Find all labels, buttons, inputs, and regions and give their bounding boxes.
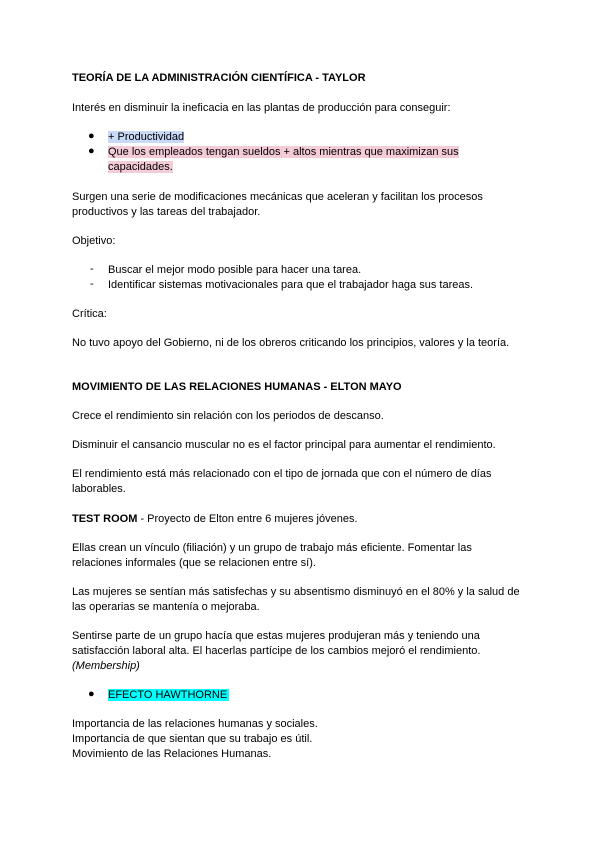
- bullet-dot-icon: ●: [88, 130, 95, 142]
- objective-label: Objetivo:: [72, 235, 116, 247]
- closing-line-1: Importancia de las relaciones humanas y sociales.: [72, 718, 318, 730]
- bullet-sueldos: Que los empleados tengan sueldos + altos mientras que maximizan sus: [108, 146, 459, 158]
- dash-marker: -: [90, 278, 94, 290]
- para-rendimiento: Crece el rendimiento sin relación con los periodos de descanso.: [72, 410, 384, 422]
- para-membership: (Membership): [72, 660, 140, 672]
- para-satisfechas-1: Las mujeres se sentían más satisfechas y su absentismo disminuyó en el 80% y la salud de: [72, 586, 520, 598]
- test-room-label: TEST ROOM: [72, 513, 138, 525]
- test-room-paragraph: [72, 512, 532, 527]
- para-jornada-2: laborables.: [72, 483, 126, 495]
- test-room-text: - Proyecto de Elton entre 6 mujeres jóvenes.: [137, 513, 358, 525]
- para-satisfechas-2: las operarias se mantenía o mejoraba.: [72, 601, 260, 613]
- para-cansancio: Disminuir el cansancio muscular no es el factor principal para aumentar el rendimiento.: [72, 439, 496, 451]
- critique-text: No tuvo apoyo del Gobierno, ni de los obreros criticando los principios, valores y la teoría.: [72, 337, 510, 349]
- closing-line-2: Importancia de que sientan que su trabajo es útil.: [72, 733, 313, 745]
- bullet-dot-icon: ●: [88, 145, 95, 157]
- para-sentirse-1: Sentirse parte de un grupo hacía que estas mujeres produjeran más y teniendo una: [72, 630, 480, 642]
- critique-label: Crítica:: [72, 308, 107, 320]
- bullet-dot-icon: ●: [88, 688, 95, 700]
- objective-item-2: Identificar sistemas motivacionales para que el trabajador haga sus tareas.: [108, 279, 474, 291]
- para-jornada-1: El rendimiento está más relacionado con el tipo de jornada que con el número de días: [72, 468, 492, 480]
- objective-item-1: Buscar el mejor modo posible para hacer una tarea.: [108, 264, 362, 276]
- intro-paragraph: Interés en disminuir la ineficacia en las plantas de producción para conseguir:: [72, 102, 451, 114]
- para-sentirse-2: satisfacción laboral alta. El hacerlas partícipe de los cambios mejoró el rendimiento.: [72, 645, 481, 657]
- bullet-sueldos-cont: capacidades.: [108, 161, 173, 173]
- closing-line-3: Movimiento de las Relaciones Humanas.: [72, 748, 272, 760]
- para-vinculo-2: relaciones informales (que se relacionen entre sí).: [72, 557, 316, 569]
- section-title-taylor: TEORÍA DE LA ADMINISTRACIÓN CIENTÍFICA - TAYLOR: [72, 72, 366, 84]
- dash-marker: -: [90, 263, 94, 275]
- para-modificaciones-2: productivos y las tareas del trabajador.: [72, 206, 261, 218]
- para-vinculo-1: Ellas crean un vínculo (filiación) y un grupo de trabajo más eficiente. Fomentar las: [72, 542, 472, 554]
- bullet-productividad: + Productividad: [108, 131, 185, 143]
- para-modificaciones-1: Surgen una serie de modificaciones mecánicas que aceleran y facilitan los procesos: [72, 191, 483, 203]
- effect-hawthorne: EFECTO HAWTHORNE: [108, 689, 228, 701]
- section-title-mayo: MOVIMIENTO DE LAS RELACIONES HUMANAS - ELTON MAYO: [72, 381, 402, 393]
